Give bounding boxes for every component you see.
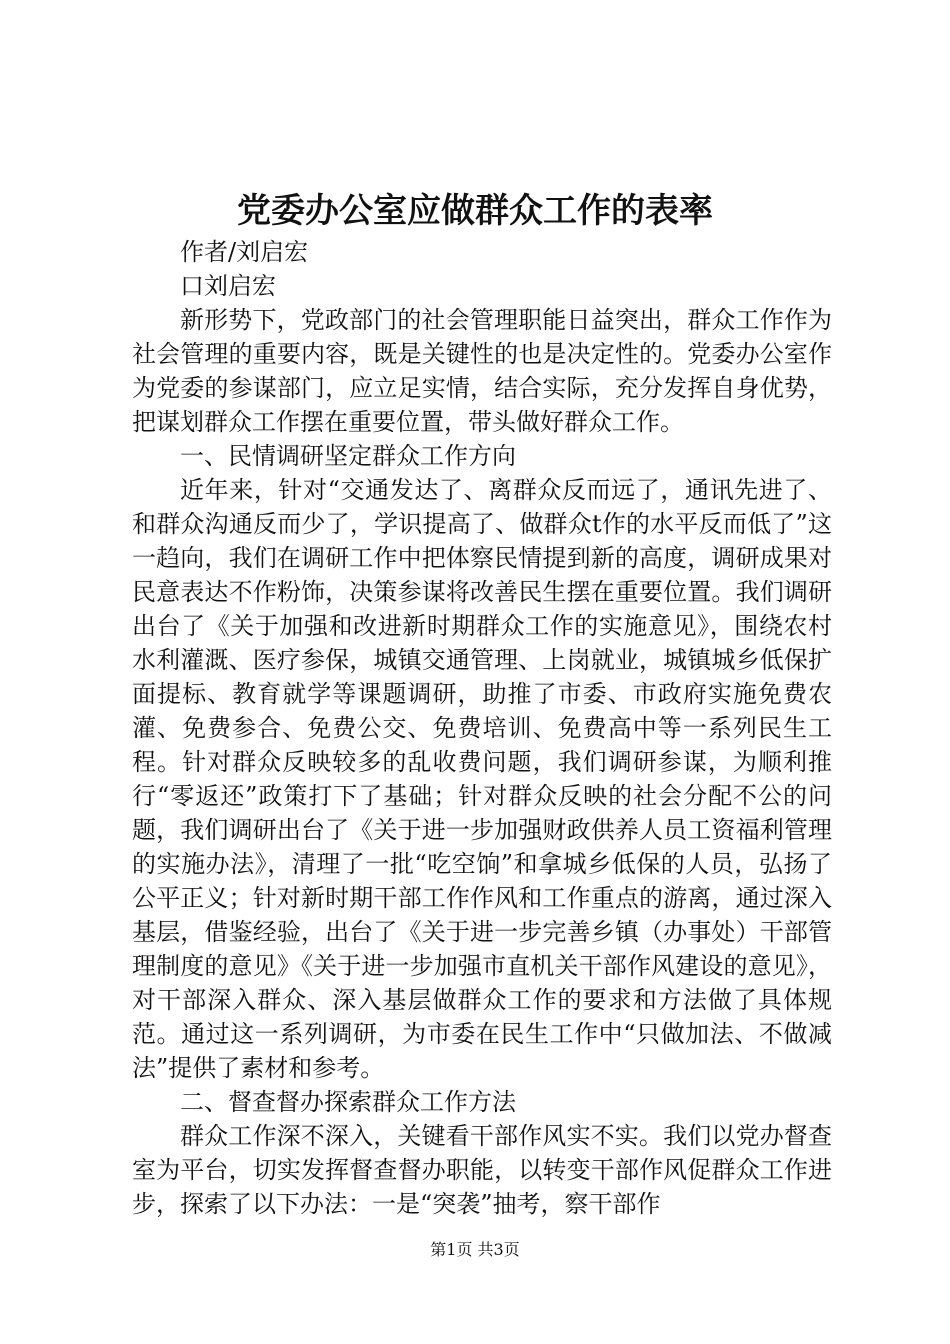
- byline: 口刘启宏: [180, 272, 276, 300]
- section-heading-2: 二、督查督办探索群众工作方法: [180, 1088, 516, 1116]
- document-body: [132, 235, 832, 1221]
- paragraph-intro: 新形势下，党政部门的社会管理职能日益突出，群众工作作为社会管理的重要内容，既是关键性的也是决定性的。党委办公室作为党委的参谋部门，应立足实情，结合实际，充分发挥自身优势，把谋划群众工作摆在重要位置，带头做好群众工作。: [132, 306, 832, 436]
- author-line: 作者/刘启宏: [180, 238, 309, 266]
- page-number-footer: 第1页 共3页: [430, 1240, 520, 1259]
- paragraph-section-2: 群众工作深不深入，关键看干部作风实不实。我们以党办督查室为平台，切实发挥督查督办职能，以转变干部作风促群众工作进步，探索了以下办法：一是“突袭”抽考，察干部作: [132, 1122, 832, 1218]
- section-heading-1: 一、民情调研坚定群众工作方向: [180, 442, 516, 470]
- paragraph-section-1: 近年来，针对“交通发达了、离群众反而远了，通讯先进了、和群众沟通反而少了，学识提高了、做群众t作的水平反而低了”这一趋向，我们在调研工作中把体察民情提到新的高度，调研成果对民意表达不作粉饰，决策参谋将改善民生摆在重要位置。我们调研出台了《关于加强和改进新时期群众工作的实施意见》，围绕农村水利灌溉、医疗参保，城镇交通管理、上岗就业，城镇城乡低保扩面提标、教育就学等课题调研，助推了市委、市政府实施免费农灌、免费参合、免费公交、免费培训、免费高中等一系列民生工程。针对群众反映较多的乱收费问题，我们调研参谋，为顺利推行“零返还”政策打下了基础；针对群众反映的社会分配不公的问题，我们调研出台了《关于进一步加强财政供养人员工资福利管理的实施办法》，清理了一批“吃空饷”和拿城乡低保的人员，弘扬了公平正义；针对新时期干部工作作风和工作重点的游离，通过深入基层，借鉴经验，出台了《关于进一步完善乡镇（办事处）干部管理制度的意见》《关于进一步加强市直机关干部作风建设的意见》，对干部深入群众、深入基层做群众工作的要求和方法做了具体规范。通过这一系列调研，为市委在民生工作中“只做加法、不做减法”提供了素材和参考。: [132, 476, 832, 1082]
- document-title: 党委办公室应做群众工作的表率: [237, 191, 713, 231]
